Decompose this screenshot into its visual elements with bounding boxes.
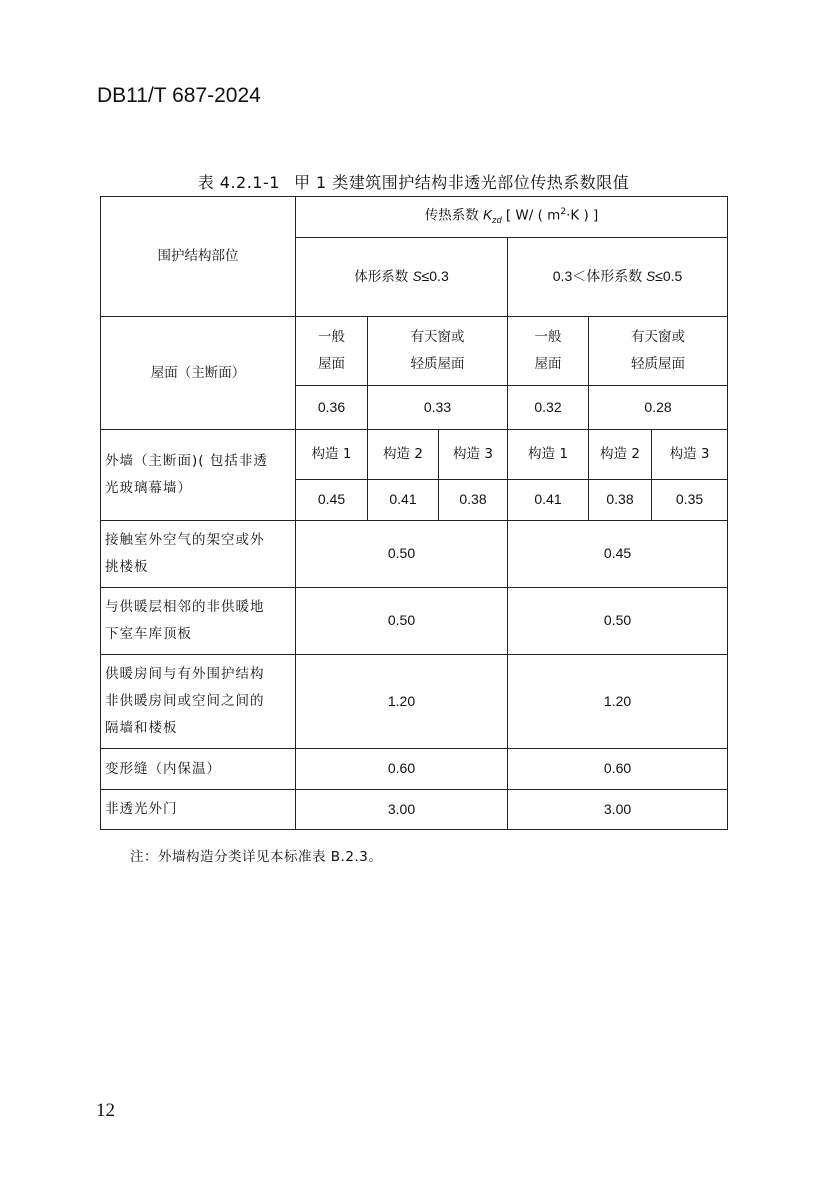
roof-skylight-header: 有天窗或 轻质屋面 <box>589 317 728 386</box>
roof-value-cell: 0.32 <box>508 386 589 430</box>
wall-type-cell: 构造 1 <box>508 430 589 480</box>
roof-value-cell: 0.28 <box>589 386 728 430</box>
table-note: 注：外墙构造分类详见本标准表 B.2.3。 <box>130 849 383 865</box>
shape-coefficient-high-header: 0.3＜体形系数 S≤0.5 <box>508 238 728 317</box>
row-value-cell: 0.50 <box>296 588 508 655</box>
row-value-cell: 1.20 <box>508 655 728 749</box>
k-header-cell: 传热系数 $K_{zd}$ [ W/ ( $m^2\cdot K$ ) ] <box>296 197 728 238</box>
wall-label-cell: 外墙（主断面)( 包括非透 光玻璃幕墙） <box>101 430 296 521</box>
row-value-cell: 1.20 <box>296 655 508 749</box>
row-value-cell: 0.60 <box>296 749 508 790</box>
row-value-cell: 3.00 <box>296 790 508 830</box>
wall-value-cell: 0.41 <box>368 480 439 521</box>
row-label-cell: 与供暖层相邻的非供暖地 下室车库顶板 <box>101 588 296 655</box>
row-value-cell: 0.50 <box>508 588 728 655</box>
table-row <box>101 655 728 749</box>
document-code: DB11/T 687-2024 <box>97 84 261 107</box>
roof-label-cell: 屋面（主断面） <box>101 317 296 430</box>
row-label-cell: 变形缝（内保温） <box>101 749 296 790</box>
table-row <box>101 521 728 588</box>
table-row <box>101 588 728 655</box>
roof-general-header: 一般 屋面 <box>296 317 368 386</box>
wall-value-cell: 0.45 <box>296 480 368 521</box>
page-number: 12 <box>96 1100 115 1121</box>
wall-type-cell: 构造 2 <box>368 430 439 480</box>
roof-value-cell: 0.36 <box>296 386 368 430</box>
heat-transfer-limits-table <box>100 196 728 830</box>
table-title: 甲 1 类建筑围护结构非透光部位传热系数限值 <box>293 173 630 192</box>
row-label-cell: 接触室外空气的架空或外 挑楼板 <box>101 521 296 588</box>
shape-coefficient-low-header: 体形系数 S≤0.3 <box>296 238 508 317</box>
wall-value-cell: 0.38 <box>439 480 508 521</box>
wall-type-cell: 构造 1 <box>296 430 368 480</box>
row-label-cell: 非透光外门 <box>101 790 296 830</box>
part-header-cell: 围护结构部位 <box>101 197 296 317</box>
roof-value-cell: 0.33 <box>368 386 508 430</box>
row-value-cell: 0.60 <box>508 749 728 790</box>
table-number: 表 4.2.1-1 <box>197 173 280 192</box>
wall-value-cell: 0.35 <box>652 480 728 521</box>
roof-general-header: 一般 屋面 <box>508 317 589 386</box>
wall-type-cell: 构造 2 <box>589 430 652 480</box>
wall-type-cell: 构造 3 <box>652 430 728 480</box>
table-caption <box>100 170 727 193</box>
table-row <box>101 749 728 790</box>
roof-skylight-header: 有天窗或 轻质屋面 <box>368 317 508 386</box>
wall-value-cell: 0.41 <box>508 480 589 521</box>
row-value-cell: 0.45 <box>508 521 728 588</box>
row-value-cell: 0.50 <box>296 521 508 588</box>
table-row <box>101 790 728 830</box>
row-label-cell: 供暖房间与有外围护结构 非供暖房间或空间之间的 隔墙和楼板 <box>101 655 296 749</box>
wall-value-cell: 0.38 <box>589 480 652 521</box>
row-value-cell: 3.00 <box>508 790 728 830</box>
wall-type-cell: 构造 3 <box>439 430 508 480</box>
